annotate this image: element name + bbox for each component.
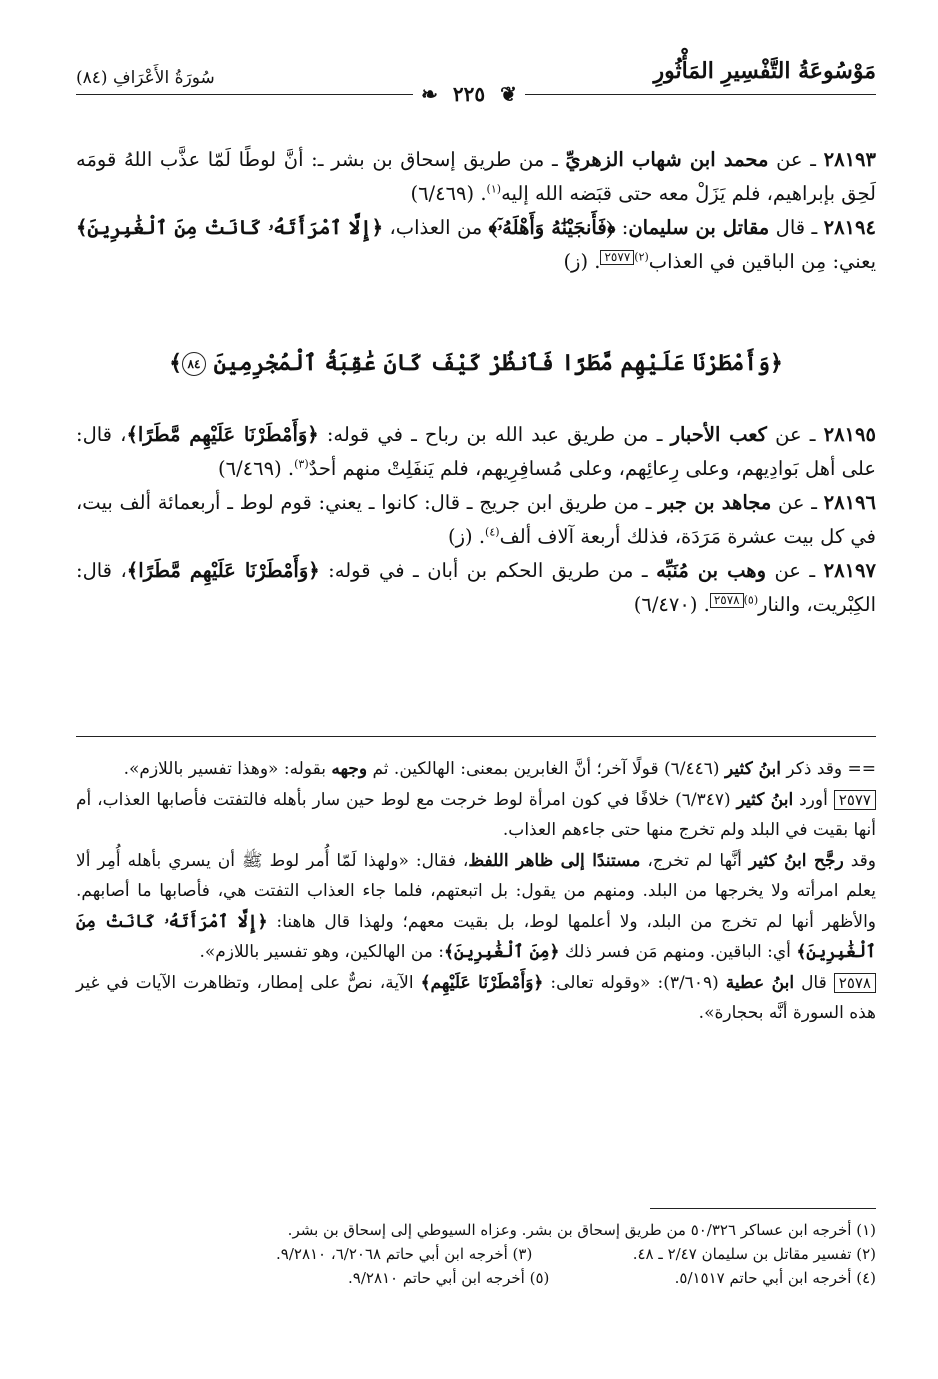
footnote-row-2-3 [76,1242,876,1266]
footnote-2: (٢) تفسير مقاتل بن سليمان ٢/٤٧ ـ ٤٨. [632,1245,876,1263]
commentary-separator [76,736,876,737]
footnote-1: (١) أخرجه ابن عساكر ٥٠/٣٢٦ من طريق إسحاق بن بشر. وعزاه السيوطي إلى إسحاق بن بشر. [287,1221,876,1239]
entry-28193: ٢٨١٩٣ ـ عن محمد ابن شهاب الزهريِّ ـ من طريق إسحاق بن بشر ـ: أنَّ لوطًا لَمّا عذَّب اللهُ قومَه لَحِق بإبراهيم، فلم يَزَلْ معه حتى قبَضه الله إليه$^{(١)}$. (٦/٤٦٩) [76,148,876,205]
page-number: ❦ ٢٢٥ ❧ [413,82,525,106]
footnote-4: (٤) أخرجه ابن أبي حاتم ٥/١٥١٧. [674,1269,876,1287]
entry-28195: ٢٨١٩٥ ـ عن كعب الأحبار ـ من طريق عبد الله بن رباح ـ في قوله: ﴿وَأَمْطَرْنَا عَلَيْهِم مَّطَرًا﴾، قال: على أهل بَوادِيهم، وعلى رِعائِهم، وعلى مُسافِرِيهم، فلم يَنفَلِتْ منهم أحدٌ$^{(٣)}$. (٦/٤٦٩) [76,423,876,480]
page-number-wrap [0,82,938,106]
commentary-note-2577: ٢٥٧٧ أورد ابنُ كثير (٦/٣٤٧) خلافًا في كون امرأة لوط خرجت مع لوط حين سار بأهله فالتفتت فأصابها العذاب، أم أنها بقيت في البلد ولم تخرج منها حتى جاءهم العذاب. [76,789,876,840]
footnote-row-4-5 [76,1266,876,1290]
commentary-notes [76,754,876,1029]
verse-number-marker: ٨٤ [182,352,206,376]
surah-label: سُورَةُ الأَعْرَافِ (٨٤) [76,68,215,88]
commentary-note-2577-cont: وقد رجَّح ابنُ كثير أنَّها لم تخرج، مستندًا إلى ظاهر اللفظ، فقال: «ولهذا لَمّا أُمر لوط ﷺ أن يسري بأهله أُمِر ألا يعلم امرأته ولا يخرجها من البلد. ومنهم من يقول: بل اتبعتهم، فلما جاء العذاب التفتت هي، فأصابها ما أصابهم. والأظهر أنها لم تخرج من البلد، ولا أعلمها لوط، بل بقيت معهم؛ ولهذا قال هاهنا: ﴿إِلَّا ٱمْرَأَتَهُۥ كَانَتْ مِنَ ٱلْغَٰبِرِينَ﴾ أي: الباقين. ومنهم مَن فسر ذلك ﴿مِنَ ٱلْغَٰبِرِينَ﴾: من الهالكين، وهو تفسير باللازم». [76,850,876,962]
footnotes [76,1218,876,1290]
note-ref-2577: ٢٥٧٧ [600,250,634,265]
footnote-separator [650,1208,876,1209]
commentary-continuation: == وقد ذكر ابنُ كثير (٦/٤٤٦) قولًا آخر؛ أنَّ الغابرين بمعنى: الهالكين. ثم وجهه بقوله: «وهذا تفسير باللازم». [123,759,876,779]
entry-28196: ٢٨١٩٦ ـ عن مجاهد بن جبر ـ من طريق ابن جريج ـ قال: كانوا ـ يعني: قوم لوط ـ أربعمائة ألف بيت، في كل بيت عشرة مَرَدَة، فذلك أربعة آلاف ألف$^{(٤)}$. (ز) [76,491,876,548]
entries-block-1 [76,143,876,279]
note-label-2578: ٢٥٧٨ [834,973,876,993]
entries-block-2 [76,418,876,622]
entry-28197: ٢٨١٩٧ ـ عن وهب بن مُنَبِّه ـ من طريق الحكم بن أبان ـ في قوله: ﴿وَأَمْطَرْنَا عَلَيْهِم مَّطَرًا﴾، قال: الكِبْريت، والنار$^{(٥)}$٢٥٧٨. (٦/٤٧٠) [76,559,876,616]
verse-heading: ﴿وَأَمْطَرْنَا عَلَيْهِم مَّطَرًا فَٱنظُرْ كَيْفَ كَانَ عَٰقِبَةُ ٱلْمُجْرِمِينَ ٨٤﴾ [169,350,783,376]
commentary-note-2578: ٢٥٧٨ قال ابنُ عطية (٣/٦٠٩): «وقوله تعالى: ﴿وَأَمْطَرْنَا عَلَيْهِم﴾ الآية، نصٌّ على إمطار، وتظاهرت الآيات في غير هذه السورة أنَّه بحجارة». [76,972,876,1023]
entry-28194: ٢٨١٩٤ ـ قال مقاتل بن سليمان: ﴿فَأَنجَيْنَٰهُ وَأَهْلَهُۥٓ﴾ من العذاب، ﴿إِلَّا ٱمْرَأَتَهُۥ كَانَتْ مِنَ ٱلْغَٰبِرِينَ﴾ يعني: مِن الباقين في العذاب$^{(٢)}$٢٥٧٧. (ز) [76,216,876,273]
footnote-3: (٣) أخرجه ابن أبي حاتم ٦/٢٠٦٨، ٩/٢٨١٠. [276,1245,533,1263]
book-title: مَوْسُوعَةُ التَّفْسِيرِ المَأْثُورِ [653,58,876,84]
footnote-5: (٥) أخرجه ابن أبي حاتم ٩/٢٨١٠. [348,1269,550,1287]
note-label-2577: ٢٥٧٧ [834,790,876,810]
note-ref-2578: ٢٥٧٨ [710,593,744,608]
